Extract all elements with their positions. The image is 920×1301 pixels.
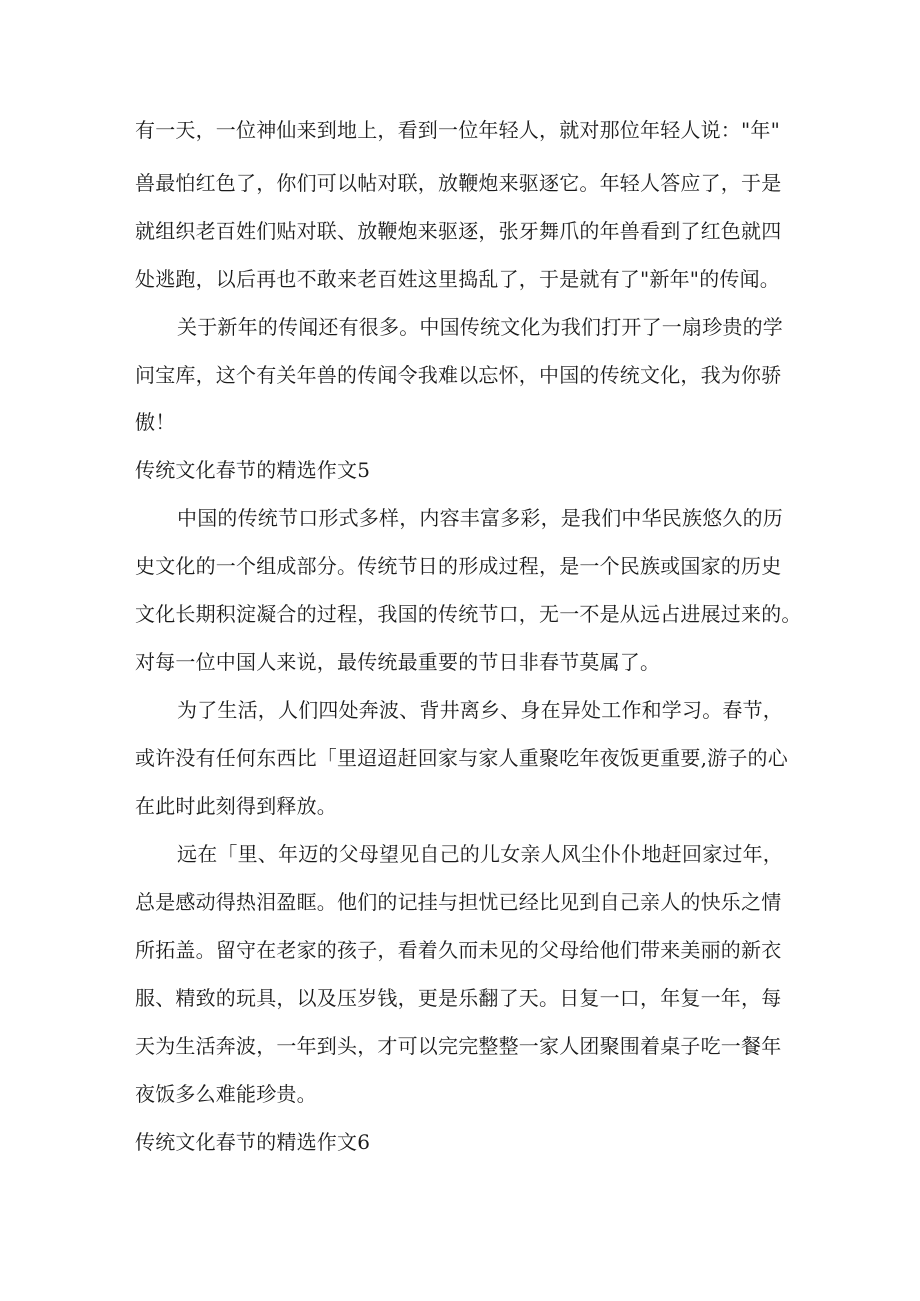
paragraph-line: 天为生活奔波，一年到头，才可以完完整整一家人团聚围着桌子吃一餐年: [135, 1034, 782, 1058]
paragraph-line: 有一天，一位神仙来到地上，看到一位年轻人，就对那位年轻人说："年": [135, 118, 780, 142]
paragraph-line: 所拓盖。留守在老家的孩子，看着久而未见的父母给他们带来美丽的新衣: [135, 938, 782, 962]
paragraph-line: 服、精致的玩具，以及压岁钱，更是乐翻了天。日复一口，年复一年，每: [135, 986, 782, 1010]
paragraph-line: 史文化的一个组成部分。传统节日的形成过程，是一个民族或国家的历史: [135, 554, 782, 578]
paragraph-line: 兽最怕红色了，你们可以帖对联，放鞭炮来驱逐它。年轻人答应了，于是: [135, 171, 782, 195]
paragraph-line: 文化长期积淀凝合的过程，我国的传统节口，无一不是从远占进展过来的。: [135, 602, 802, 626]
paragraph-line: 总是感动得热泪盈眶。他们的记挂与担忧已经比见到自己亲人的快乐之情: [135, 890, 782, 914]
paragraph-line: 对每一位中国人来说，最传统最重要的节日非春节莫属了。: [135, 650, 661, 674]
paragraph-line: 夜饭多么难能珍贵。: [135, 1082, 317, 1106]
paragraph-line: 中国的传统节口形式多样，内容丰富多彩，是我们中华民族悠久的历: [177, 506, 783, 530]
section-heading: 传统文化春节的精选作文5: [135, 458, 371, 482]
paragraph-line: 傲！: [135, 410, 176, 434]
paragraph-line: 或许没有任何东西比「里迢迢赶回家与家人重聚吃年夜饭更重要,游子的心: [135, 746, 788, 770]
paragraph-line: 关于新年的传闻还有很多。中国传统文化为我们打开了一扇珍贵的学: [177, 315, 783, 339]
paragraph-line: 远在「里、年迈的父母望见自己的儿女亲人风尘仆仆地赶回家过年，: [177, 842, 783, 866]
section-heading: 传统文化春节的精选作文6: [135, 1130, 371, 1154]
paragraph-line: 问宝库，这个有关年兽的传闻令我难以忘怀，中国的传统文化，我为你骄: [135, 363, 782, 387]
paragraph-line: 处逃跑，以后再也不敢来老百姓这里捣乱了，于是就有了"新年"的传闻。: [135, 267, 780, 291]
paragraph-line: 就组织老百姓们贴对联、放鞭炮来驱逐，张牙舞爪的年兽看到了红色就四: [135, 219, 782, 243]
paragraph-line: 为了生活，人们四处奔波、背井离乡、身在异处工作和学习。春节，: [177, 698, 783, 722]
paragraph-line: 在此时此刻得到释放。: [135, 794, 337, 818]
